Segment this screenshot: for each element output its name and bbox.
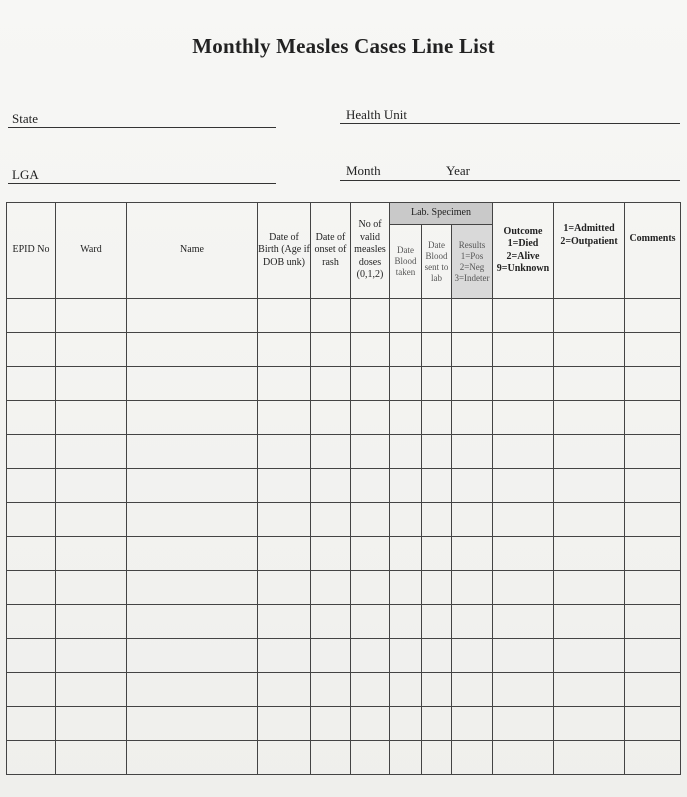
table-cell[interactable] (493, 435, 554, 469)
table-row (7, 537, 681, 571)
table-cell[interactable] (351, 639, 390, 673)
table-cell[interactable] (625, 673, 681, 707)
table-cell[interactable] (7, 673, 56, 707)
table-cell[interactable] (422, 571, 452, 605)
table-cell[interactable] (351, 503, 390, 537)
table-cell[interactable] (127, 469, 258, 503)
header-lab-results: Results 1=Pos 2=Neg 3=Indeter (452, 225, 493, 299)
table-cell[interactable] (422, 401, 452, 435)
table-cell[interactable] (127, 333, 258, 367)
table-cell[interactable] (493, 503, 554, 537)
table-cell[interactable] (7, 299, 56, 333)
table-cell[interactable] (351, 333, 390, 367)
table-cell[interactable] (351, 707, 390, 741)
table-cell[interactable] (258, 401, 311, 435)
header-measles-doses: No of valid measles doses (0,1,2) (351, 203, 390, 299)
table-cell[interactable] (390, 503, 422, 537)
table-cell[interactable] (258, 435, 311, 469)
table-cell[interactable] (625, 299, 681, 333)
table-cell[interactable] (390, 707, 422, 741)
table-cell[interactable] (56, 333, 127, 367)
table-cell[interactable] (625, 605, 681, 639)
table-cell[interactable] (554, 333, 625, 367)
table-cell[interactable] (422, 333, 452, 367)
table-cell[interactable] (390, 469, 422, 503)
table-cell[interactable] (56, 639, 127, 673)
health-unit-line (340, 123, 680, 124)
table-cell[interactable] (422, 537, 452, 571)
table-cell[interactable] (452, 435, 493, 469)
table-cell[interactable] (493, 537, 554, 571)
table-cell[interactable] (452, 639, 493, 673)
table-cell[interactable] (311, 401, 351, 435)
table-cell[interactable] (625, 537, 681, 571)
table-cell[interactable] (351, 367, 390, 401)
table-cell[interactable] (493, 673, 554, 707)
table-cell[interactable] (625, 639, 681, 673)
table-cell[interactable] (493, 469, 554, 503)
table-cell[interactable] (452, 401, 493, 435)
table-cell[interactable] (351, 435, 390, 469)
table-cell[interactable] (625, 333, 681, 367)
table-row (7, 571, 681, 605)
lga-label: LGA (12, 167, 39, 182)
table-cell[interactable] (127, 605, 258, 639)
table-cell[interactable] (7, 503, 56, 537)
table-cell[interactable] (422, 741, 452, 775)
table-cell[interactable] (127, 741, 258, 775)
table-cell[interactable] (422, 435, 452, 469)
table-row (7, 333, 681, 367)
table-cell[interactable] (390, 367, 422, 401)
table-cell[interactable] (7, 741, 56, 775)
table-cell[interactable] (258, 537, 311, 571)
table-cell[interactable] (7, 367, 56, 401)
table-cell[interactable] (554, 469, 625, 503)
table-cell[interactable] (311, 673, 351, 707)
lga-line (8, 183, 276, 184)
table-cell[interactable] (452, 707, 493, 741)
table-row (7, 639, 681, 673)
table-cell[interactable] (56, 605, 127, 639)
year-label: Year (446, 163, 470, 178)
table-cell[interactable] (554, 741, 625, 775)
header-epid-no: EPID No (7, 203, 56, 299)
table-cell[interactable] (56, 367, 127, 401)
table-cell[interactable] (625, 469, 681, 503)
table-cell[interactable] (625, 401, 681, 435)
table-row (7, 435, 681, 469)
table-cell[interactable] (258, 741, 311, 775)
table-cell[interactable] (351, 537, 390, 571)
table-cell[interactable] (493, 367, 554, 401)
table-cell[interactable] (127, 435, 258, 469)
table-cell[interactable] (7, 537, 56, 571)
table-cell[interactable] (56, 571, 127, 605)
table-cell[interactable] (625, 741, 681, 775)
health-unit-label: Health Unit (346, 107, 408, 122)
table-cell[interactable] (390, 639, 422, 673)
table-row (7, 367, 681, 401)
table-row (7, 605, 681, 639)
table-row (7, 707, 681, 741)
table-cell[interactable] (493, 333, 554, 367)
table-cell[interactable] (422, 299, 452, 333)
table-cell[interactable] (258, 333, 311, 367)
table-cell[interactable] (7, 401, 56, 435)
table-row (7, 469, 681, 503)
table-cell[interactable] (56, 503, 127, 537)
table-cell[interactable] (311, 367, 351, 401)
table-cell[interactable] (554, 435, 625, 469)
header-comments: Comments (625, 203, 681, 299)
table-row (7, 299, 681, 333)
table-cell[interactable] (554, 537, 625, 571)
table-cell[interactable] (452, 571, 493, 605)
table-cell[interactable] (7, 571, 56, 605)
table-cell[interactable] (422, 469, 452, 503)
table-cell[interactable] (554, 673, 625, 707)
table-cell[interactable] (493, 605, 554, 639)
line-list-table (6, 202, 681, 775)
table-cell[interactable] (258, 367, 311, 401)
table-cell[interactable] (311, 469, 351, 503)
table-cell[interactable] (493, 639, 554, 673)
table-cell[interactable] (493, 741, 554, 775)
table-cell[interactable] (127, 707, 258, 741)
table-cell[interactable] (422, 605, 452, 639)
table-cell[interactable] (127, 503, 258, 537)
table-cell[interactable] (351, 469, 390, 503)
table-cell[interactable] (311, 333, 351, 367)
table-cell[interactable] (258, 503, 311, 537)
table-cell[interactable] (493, 401, 554, 435)
header-name: Name (127, 203, 258, 299)
table-cell[interactable] (258, 571, 311, 605)
table-cell[interactable] (127, 673, 258, 707)
state-line (8, 127, 276, 128)
table-cell[interactable] (554, 571, 625, 605)
table-cell[interactable] (56, 401, 127, 435)
table-cell[interactable] (7, 469, 56, 503)
table-cell[interactable] (311, 503, 351, 537)
table-cell[interactable] (390, 333, 422, 367)
table-cell[interactable] (422, 367, 452, 401)
table-cell[interactable] (258, 639, 311, 673)
table-cell[interactable] (127, 299, 258, 333)
table-cell[interactable] (452, 299, 493, 333)
table-cell[interactable] (56, 537, 127, 571)
table-cell[interactable] (311, 537, 351, 571)
table-row (7, 401, 681, 435)
table-cell[interactable] (554, 503, 625, 537)
table-cell[interactable] (390, 537, 422, 571)
table-cell[interactable] (422, 673, 452, 707)
table-cell[interactable] (7, 707, 56, 741)
table-cell[interactable] (452, 469, 493, 503)
table-cell[interactable] (56, 469, 127, 503)
table-cell[interactable] (625, 503, 681, 537)
table-row (7, 741, 681, 775)
table-cell[interactable] (390, 571, 422, 605)
table-cell[interactable] (625, 367, 681, 401)
table-cell[interactable] (625, 435, 681, 469)
table-cell[interactable] (311, 605, 351, 639)
header-date-blood-sent: Date Blood sent to lab (422, 225, 452, 299)
table-cell[interactable] (390, 673, 422, 707)
table-row (7, 503, 681, 537)
table-cell[interactable] (351, 741, 390, 775)
table-cell[interactable] (554, 639, 625, 673)
table-cell[interactable] (56, 435, 127, 469)
table-cell[interactable] (554, 707, 625, 741)
table-row (7, 673, 681, 707)
table-cell[interactable] (311, 435, 351, 469)
table-cell[interactable] (351, 299, 390, 333)
table-cell[interactable] (390, 741, 422, 775)
table-cell[interactable] (625, 707, 681, 741)
table-cell[interactable] (390, 401, 422, 435)
header-date-of-birth: Date of Birth (Age if DOB unk) (258, 203, 311, 299)
line-list-body (7, 299, 681, 775)
table-cell[interactable] (258, 707, 311, 741)
table-cell[interactable] (127, 367, 258, 401)
table-cell[interactable] (7, 435, 56, 469)
header-date-onset-rash: Date of onset of rash (311, 203, 351, 299)
table-cell[interactable] (56, 707, 127, 741)
table-cell[interactable] (56, 741, 127, 775)
table-cell[interactable] (258, 299, 311, 333)
table-cell[interactable] (127, 571, 258, 605)
table-cell[interactable] (56, 299, 127, 333)
table-cell[interactable] (452, 333, 493, 367)
month-year-line (340, 180, 680, 181)
table-cell[interactable] (554, 367, 625, 401)
table-cell[interactable] (493, 707, 554, 741)
month-label: Month (346, 163, 381, 178)
header-outcome: Outcome 1=Died 2=Alive 9=Unknown (493, 203, 554, 299)
form-title: Monthly Measles Cases Line List (192, 34, 495, 58)
table-cell[interactable] (311, 741, 351, 775)
table-cell[interactable] (351, 571, 390, 605)
table-cell[interactable] (452, 537, 493, 571)
header-admission-status: 1=Admitted 2=Outpatient (554, 203, 625, 299)
table-cell[interactable] (452, 503, 493, 537)
table-cell[interactable] (351, 673, 390, 707)
table-cell[interactable] (258, 673, 311, 707)
table-cell[interactable] (7, 333, 56, 367)
header-date-blood-taken: Date Blood taken (390, 225, 422, 299)
table-cell[interactable] (452, 741, 493, 775)
table-cell[interactable] (258, 605, 311, 639)
table-cell[interactable] (390, 299, 422, 333)
table-cell[interactable] (56, 673, 127, 707)
table-cell[interactable] (554, 605, 625, 639)
table-cell[interactable] (7, 605, 56, 639)
table-cell[interactable] (422, 639, 452, 673)
table-cell[interactable] (493, 299, 554, 333)
table-cell[interactable] (390, 435, 422, 469)
header-ward: Ward (56, 203, 127, 299)
table-cell[interactable] (452, 605, 493, 639)
table-cell[interactable] (127, 639, 258, 673)
state-label: State (12, 111, 38, 126)
header-lab-specimen: Lab. Specimen (390, 203, 493, 225)
table-cell[interactable] (311, 707, 351, 741)
table-cell[interactable] (422, 503, 452, 537)
table-cell[interactable] (390, 605, 422, 639)
table-cell[interactable] (7, 639, 56, 673)
table-cell[interactable] (351, 605, 390, 639)
table-cell[interactable] (554, 401, 625, 435)
table-cell[interactable] (493, 571, 554, 605)
table-cell[interactable] (422, 707, 452, 741)
table-cell[interactable] (452, 367, 493, 401)
table-cell[interactable] (311, 639, 351, 673)
table-cell[interactable] (311, 571, 351, 605)
table-cell[interactable] (127, 401, 258, 435)
table-cell[interactable] (127, 537, 258, 571)
table-cell[interactable] (625, 571, 681, 605)
table-cell[interactable] (258, 469, 311, 503)
table-cell[interactable] (311, 299, 351, 333)
table-cell[interactable] (554, 299, 625, 333)
table-cell[interactable] (452, 673, 493, 707)
table-cell[interactable] (351, 401, 390, 435)
